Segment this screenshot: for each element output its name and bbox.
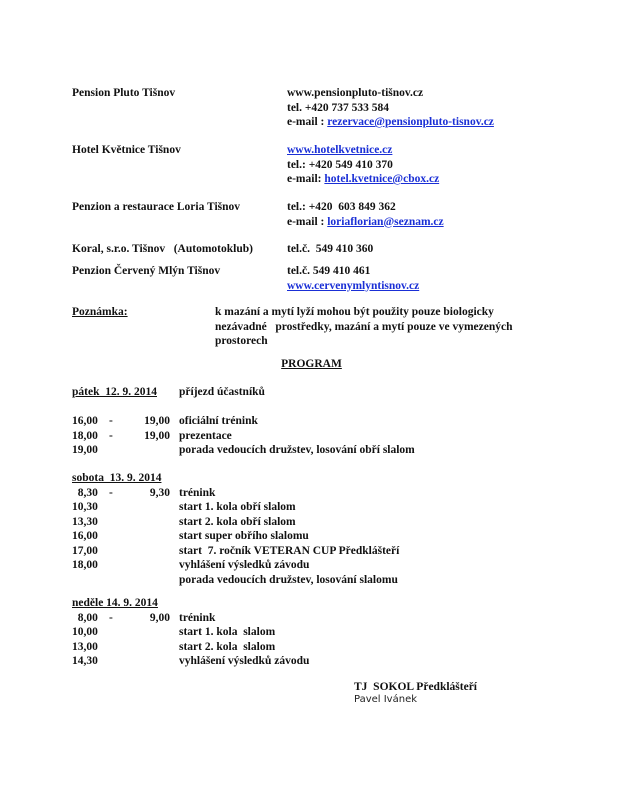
- time-dash: -: [109, 429, 113, 442]
- time-dash: -: [109, 611, 113, 624]
- activity: start super obřího slalomu: [179, 530, 309, 542]
- day-date: sobota 13. 9. 2014: [72, 472, 162, 484]
- activity: trénink: [179, 611, 216, 624]
- email-label: e-mail:: [287, 173, 325, 185]
- schedule-row: [72, 611, 542, 626]
- time-from: 19,00: [72, 444, 98, 456]
- schedule-row: [72, 500, 542, 515]
- web-link[interactable]: www.hotelkvetnice.cz: [287, 144, 393, 156]
- note-line: k mazání a mytí lyží mohou být použity pouze biologicky: [215, 306, 494, 318]
- program-title: PROGRAM: [281, 358, 342, 370]
- contact-name: Penzion Červený Mlýn Tišnov: [72, 265, 221, 277]
- contact-web-line: [287, 143, 392, 158]
- email-link[interactable]: rezervace@pensionpluto-tisnov.cz: [327, 116, 494, 128]
- time-dash: -: [109, 486, 113, 499]
- activity: start 2. kola obří slalom: [179, 515, 296, 528]
- activity: porada vedoucích družstev, losování obří slalom: [179, 444, 415, 456]
- activity: start 1. kola slalom: [179, 626, 276, 638]
- activity: start 7. ročník VETERAN CUP Předklášteří: [179, 544, 400, 557]
- contact-web-line: [287, 279, 419, 294]
- activity: trénink: [179, 486, 216, 499]
- schedule-row: [72, 515, 542, 530]
- time-from: 8,30: [72, 486, 98, 499]
- schedule-row: [72, 573, 542, 588]
- time-to: 9,30: [149, 486, 170, 499]
- contact-email-line: [287, 172, 439, 187]
- signature-org: TJ SOKOL Předklášteří: [354, 681, 477, 693]
- signature-name: Pavel Ivánek: [354, 694, 418, 705]
- note-line: prostorech: [215, 335, 268, 347]
- day-note: příjezd účastníků: [179, 386, 265, 398]
- email-label: e-mail :: [287, 215, 328, 228]
- time-from: 17,00: [72, 544, 98, 557]
- time-to: 9,00: [149, 611, 170, 624]
- contact-name: Hotel Květnice Tišnov: [72, 144, 181, 156]
- schedule-row: [72, 443, 542, 458]
- activity: porada vedoucích družstev, losování slalomu: [179, 573, 398, 586]
- time-dash: -: [109, 415, 113, 427]
- time-from: 18,00: [72, 559, 98, 571]
- note-line: nezávadné prostředky, mazání a mytí pouze ve vymezených: [215, 320, 513, 333]
- contact-phone: tel.: +420 549 410 370: [287, 158, 393, 171]
- time-from: 14,30: [72, 655, 98, 667]
- activity: vyhlášení výsledků závodu: [179, 559, 310, 571]
- schedule-row: [72, 640, 542, 655]
- time-to: 19,00: [144, 415, 170, 427]
- web-link[interactable]: www.cervenymlyntisnov.cz: [287, 279, 420, 292]
- contact-name: Koral, s.r.o. Tišnov (Automotoklub): [72, 243, 253, 255]
- contact-phone: tel.: +420 603 849 362: [287, 201, 396, 213]
- time-to: 19,00: [144, 429, 170, 442]
- activity: start 1. kola obří slalom: [179, 501, 296, 513]
- activity: start 2. kola slalom: [179, 640, 276, 653]
- contact-name: Penzion a restaurace Loria Tišnov: [72, 201, 241, 213]
- note-label: Poznámka:: [72, 306, 128, 318]
- contact-name: Pension Pluto Tišnov: [72, 87, 176, 99]
- time-from: 13,30: [72, 515, 98, 528]
- schedule-row: [72, 529, 542, 544]
- schedule-row: [72, 414, 542, 429]
- contact-email-line: [287, 215, 444, 230]
- time-from: 10,00: [72, 626, 98, 638]
- contact-phone: tel. +420 737 533 584: [287, 101, 390, 114]
- schedule-row: [72, 486, 542, 501]
- schedule-row: [72, 429, 542, 444]
- time-from: 8,00: [72, 611, 98, 624]
- email-link[interactable]: hotel.kvetnice@cbox.cz: [324, 173, 440, 185]
- activity: vyhlášení výsledků závodu: [179, 655, 310, 667]
- time-from: 13,00: [72, 640, 98, 653]
- time-from: 18,00: [72, 429, 98, 442]
- time-from: 10,30: [72, 501, 98, 513]
- email-link[interactable]: loriaflorian@seznam.cz: [327, 215, 444, 228]
- schedule-row: [72, 654, 542, 669]
- schedule-row: [72, 544, 542, 559]
- activity: prezentace: [179, 429, 232, 442]
- time-from: 16,00: [72, 530, 98, 542]
- contact-phone: tel.č. 549 410 360: [287, 243, 374, 255]
- contact-email-line: [287, 115, 494, 130]
- activity: oficiální trénink: [179, 415, 258, 427]
- email-label: e-mail :: [287, 116, 328, 128]
- contact-web: www.pensionpluto-tišnov.cz: [287, 87, 424, 99]
- day-date: neděle 14. 9. 2014: [72, 597, 158, 609]
- schedule-row: [72, 558, 542, 573]
- time-from: 16,00: [72, 415, 98, 427]
- schedule-row: [72, 625, 542, 640]
- day-date: pátek 12. 9. 2014: [72, 386, 157, 398]
- contact-phone: tel.č. 549 410 461: [287, 265, 371, 277]
